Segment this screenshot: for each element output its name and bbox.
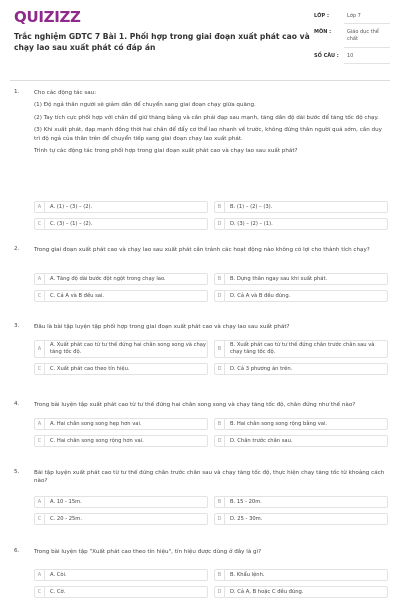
meta-grade <box>314 12 390 24</box>
worksheet-meta <box>314 12 390 64</box>
answer-option-d[interactable] <box>214 586 388 598</box>
option-letter: B <box>215 497 225 507</box>
meta-subject-label: MÔN : <box>314 29 332 35</box>
answer-option-d[interactable] <box>214 290 388 302</box>
meta-subject-value: Giáo dục thể chất <box>344 28 390 48</box>
option-letter: C <box>35 436 45 446</box>
question-stem: Cho các động tác sau: <box>34 90 97 96</box>
option-letter: B <box>215 341 225 357</box>
question-statement: (1) Độ ngả thân người sẽ giảm dần để chuyển sang giai đoạn chạy giữa quãng. <box>34 102 256 109</box>
option-text: D. Cả A, B hoặc C đều đúng. <box>230 588 304 595</box>
quizizz-logo: QUIZIZZ <box>14 8 81 26</box>
option-letter: D <box>215 436 225 446</box>
option-letter: A <box>35 570 45 580</box>
option-text: C. Xuất phát cao theo tín hiệu. <box>50 365 130 372</box>
option-text: B. 15 - 20m. <box>230 498 262 505</box>
option-text: B. (1) – (2) – (3). <box>230 203 273 210</box>
option-text: C. Cả A và B đều sai. <box>50 292 105 299</box>
option-text: C. Hai chân song song rộng hơn vai. <box>50 437 144 444</box>
answer-option-c[interactable] <box>34 218 208 230</box>
answer-option-c[interactable] <box>34 290 208 302</box>
answer-option-a[interactable] <box>34 201 208 213</box>
worksheet-title: Trắc nghiệm GDTC 7 Bài 1. Phối hợp trong giai đoạn xuất phát cao và chạy lao sau xuất phát có đáp án <box>14 32 310 52</box>
option-text: B. Dựng thân ngay sau khi xuất phát. <box>230 275 328 282</box>
option-letter: D <box>215 291 225 301</box>
option-text: D. Cả 3 phương án trên. <box>230 365 293 372</box>
option-letter: C <box>35 514 45 524</box>
question-text: Trong giai đoạn xuất phát cao và chạy lao sau xuất phát cần tránh các hoạt động nào không có lợi cho thành tích chạy? <box>34 247 370 253</box>
option-text: D. Chân trước chân sau. <box>230 437 293 444</box>
answer-option-d[interactable] <box>214 513 388 525</box>
question-prompt: Trình tự các động tác trong phối hợp trong giai đoạn xuất phát cao và chạy lao sau xuất phát? <box>34 148 298 155</box>
answer-option-c[interactable] <box>34 435 208 447</box>
question-number: 3. <box>14 323 20 329</box>
answer-options <box>34 201 388 230</box>
worksheet-header <box>0 0 400 76</box>
option-text: C. Cờ. <box>50 588 66 595</box>
answer-option-c[interactable] <box>34 363 208 375</box>
question-statement: (3) Khi xuất phát, đạp mạnh đồng thời hai chân để đẩy cơ thể lao nhanh về trước, không đứng thân người quá sớm, cần duy trì độ ngả của thân trên để chuyển tiếp sang giai đoạn chạy lao xuất phát. <box>34 127 382 142</box>
meta-grade-value: Lớp 7 <box>344 12 390 24</box>
option-text: A. Hai chân song song hẹp hơn vai. <box>50 420 142 427</box>
meta-count <box>314 52 390 64</box>
answer-option-c[interactable] <box>34 586 208 598</box>
meta-subject <box>314 28 390 48</box>
answer-option-b[interactable] <box>214 496 388 508</box>
question-number: 6. <box>14 548 20 554</box>
answer-option-b[interactable] <box>214 273 388 285</box>
option-letter: A <box>35 341 45 357</box>
answer-options <box>34 496 388 525</box>
option-letter: B <box>215 570 225 580</box>
question-text: Trong bài luyện tập xuất phát cao từ tư thế đứng hai chân song song và chạy tăng tốc độ, chân đứng như thế nào? <box>34 402 356 408</box>
meta-count-value: 10 <box>344 52 390 64</box>
question-text: Trong bài luyện tập "Xuất phát cao theo tín hiệu", tín hiệu được dùng ở đây là gì? <box>34 549 262 555</box>
option-letter: C <box>35 219 45 229</box>
option-text: C. (3) – (1) – (2). <box>50 220 93 227</box>
answer-option-d[interactable] <box>214 218 388 230</box>
option-letter: B <box>215 202 225 212</box>
option-letter: D <box>215 364 225 374</box>
option-letter: B <box>215 274 225 284</box>
option-letter: A <box>35 274 45 284</box>
question-number: 2. <box>14 246 20 252</box>
answer-option-b[interactable] <box>214 201 388 213</box>
answer-option-a[interactable] <box>34 418 208 430</box>
answer-option-a[interactable] <box>34 569 208 581</box>
question-number: 4. <box>14 401 20 407</box>
answer-options <box>34 273 388 302</box>
answer-option-a[interactable] <box>34 273 208 285</box>
option-letter: A <box>35 497 45 507</box>
option-letter: D <box>215 219 225 229</box>
option-letter: B <box>215 419 225 429</box>
question-text <box>34 89 386 155</box>
option-letter: C <box>35 587 45 597</box>
option-text: C. 20 - 25m. <box>50 515 82 522</box>
option-letter: A <box>35 202 45 212</box>
option-text: A. (1) – (3) – (2). <box>50 203 93 210</box>
option-text: A. Tăng độ dài bước đột ngột trong chạy lao. <box>50 275 166 282</box>
answer-option-a[interactable] <box>34 496 208 508</box>
option-letter: C <box>35 364 45 374</box>
option-text: B. Xuất phát cao từ tư thế đứng chân trước chân sau và chạy tăng tốc độ. <box>230 342 375 355</box>
question-text: Đâu là bài tập luyện tập phối hợp trong giai đoạn xuất phát cao và chạy lao sau xuất phát? <box>34 324 290 330</box>
question-text: Bài tập luyện xuất phát cao từ tư thế đứng chân trước chân sau và chạy tăng tốc độ, thực hiện chạy tăng tốc từ khoảng cách nào? <box>34 470 385 485</box>
answer-options <box>34 569 388 598</box>
option-text: D. (3) – (2) – (1). <box>230 220 273 227</box>
option-text: D. 25 - 30m. <box>230 515 263 522</box>
option-letter: D <box>215 587 225 597</box>
question-statement: (2) Tay tích cực phối hợp với chân để giữ thăng bằng và cần phải đạp sau mạnh, tăng dần độ dài bước để tăng tốc độ chạy. <box>34 114 379 121</box>
answer-options <box>34 340 388 375</box>
answer-options <box>34 418 388 447</box>
answer-option-b[interactable] <box>214 418 388 430</box>
option-text: A. Xuất phát cao từ tư thế đứng hai chân song song và chạy tăng tốc độ. <box>50 342 206 355</box>
meta-grade-label: LỚP : <box>314 13 329 19</box>
answer-option-d[interactable] <box>214 363 388 375</box>
option-letter: C <box>35 291 45 301</box>
option-text: D. Cả A và B đều đúng. <box>230 292 291 299</box>
question-number: 5. <box>14 469 20 475</box>
answer-option-b[interactable] <box>214 340 388 358</box>
option-letter: D <box>215 514 225 524</box>
answer-option-b[interactable] <box>214 569 388 581</box>
header-divider <box>10 80 390 81</box>
option-text: A. 10 - 15m. <box>50 498 82 505</box>
answer-option-d[interactable] <box>214 435 388 447</box>
option-letter: A <box>35 419 45 429</box>
meta-count-label: SỐ CÂU : <box>314 53 339 59</box>
option-text: B. Khẩu lệnh. <box>230 571 265 578</box>
answer-option-c[interactable] <box>34 513 208 525</box>
question-number: 1. <box>14 89 20 95</box>
answer-option-a[interactable] <box>34 340 208 358</box>
option-text: B. Hai chân song song rộng bằng vai. <box>230 420 328 427</box>
option-text: A. Còi. <box>50 571 67 578</box>
